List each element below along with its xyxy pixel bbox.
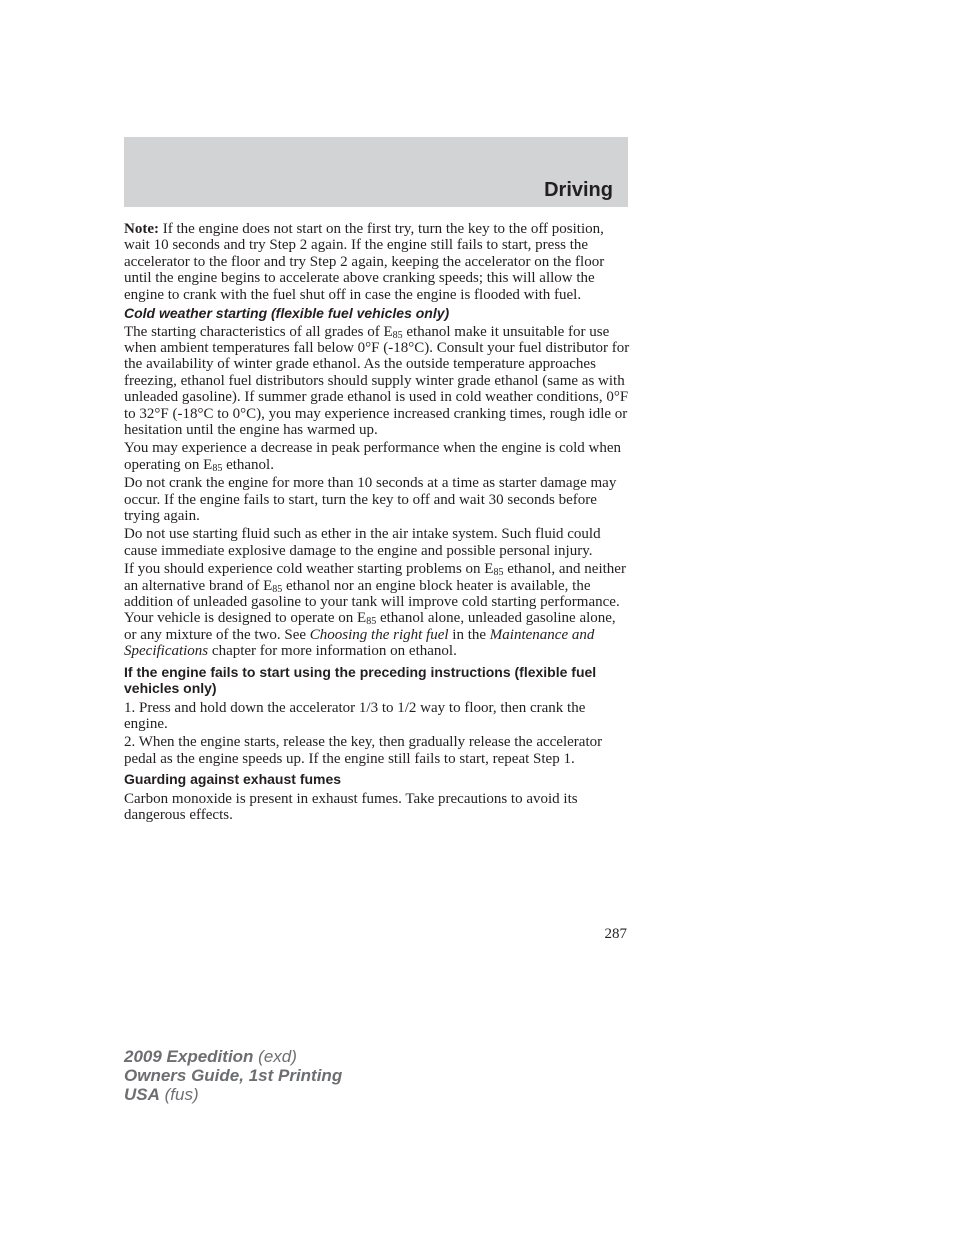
section-title: Driving [544,179,613,201]
exhaust-heading: Guarding against exhaust fumes [124,771,342,788]
note-label: Note: [124,221,159,237]
subscript: 85 [366,616,377,628]
cold-weather-paragraph-5: If you should experience cold weather starting problems on $E_{85}$ ethanol, and neither an alternative brand of $E_{85}$ ethanol nor an engine block heater is available, the addition of unleaded gasoline to your tank will improve cold starting performance. Your vehicle is designed to operate on $E_{85}$ ethanol alone, unleaded gasoline alone, or any mixture of the two. See Choosing the right fuel in the Maintenance and Specifications chapter for more information on ethanol. [124,561,626,660]
footer-market-code: (fus) [164,1085,199,1104]
note-text: If the engine does not start on the first try, turn the key to the off position, wait 10 seconds and try Step 2 again. If the engine still fails to start, press the accelerator to the floor and try Step 2 again, keeping the accelerator on the floor until the engine begins to accelerate above cranking speeds; this will allow the engine to crank with the fuel shut off in case the engine is flooded with fuel. [124,221,605,303]
subscript: 85 [392,329,403,341]
exhaust-paragraph: Carbon monoxide is present in exhaust fumes. Take precautions to avoid its dangerous effects. [124,790,578,824]
cold-weather-paragraph-4: Do not use starting fluid such as ether in the air intake system. Such fluid could cause immediate explosive damage to the engine and possible personal injury. [124,526,601,559]
section-header-band [124,137,628,207]
page-number: 287 [604,926,627,942]
footer-line-guide [124,1066,342,1085]
subscript: 85 [212,462,223,474]
cold-weather-heading: Cold weather starting (flexible fuel vehicles only) [124,305,450,322]
engine-fails-heading: If the engine fails to start using the preceding instructions (flexible fuel vehicles only) [124,663,597,697]
footer-line-market [124,1085,342,1104]
footer-model: 2009 Expedition [124,1047,254,1066]
step-1: 1. Press and hold down the accelerator 1/3 to 1/2 way to floor, then crank the engine. [124,699,586,733]
footer-model-code: (exd) [258,1047,297,1066]
italic-reference: Choosing the right fuel [309,626,449,643]
cold-weather-paragraph-1: The starting characteristics of all grades of $E_{85}$ ethanol make it unsuitable for use when ambient temperatures fall below 0°F (-18°C). Consult your fuel distributor for the availability of winter grade ethanol. As the outside temperature approaches freezing, ethanol fuel distributors should supply winter grade ethanol (same as with unleaded gasoline). If summer grade ethanol is used in cold weather conditions, 0°F to 32°F (-18°C to 0°C), you may experience increased cranking times, rough idle or hesitation until the engine has warmed up. [124,323,630,438]
cold-weather-paragraph-2: You may experience a decrease in peak performance when the engine is cold when operating on $E_{85}$ ethanol. [124,440,622,474]
step-2: 2. When the engine starts, release the key, then gradually release the accelerator pedal as the engine speeds up. If the engine still fails to start, repeat Step 1. [124,734,603,767]
footer-guide: Owners Guide, 1st Printing [124,1066,343,1085]
footer-line-model [124,1047,342,1066]
page-content [124,221,630,826]
subscript: 85 [272,583,283,595]
footer-market: USA [124,1085,160,1104]
subscript: 85 [493,567,504,579]
cold-weather-paragraph-3: Do not crank the engine for more than 10 seconds at a time as starter damage may occur. If the engine fails to start, turn the key to off and wait 30 seconds before trying again. [124,475,617,524]
note-paragraph [124,221,630,303]
italic-reference: Maintenance and Specifications [124,626,595,660]
footer [124,1047,342,1104]
